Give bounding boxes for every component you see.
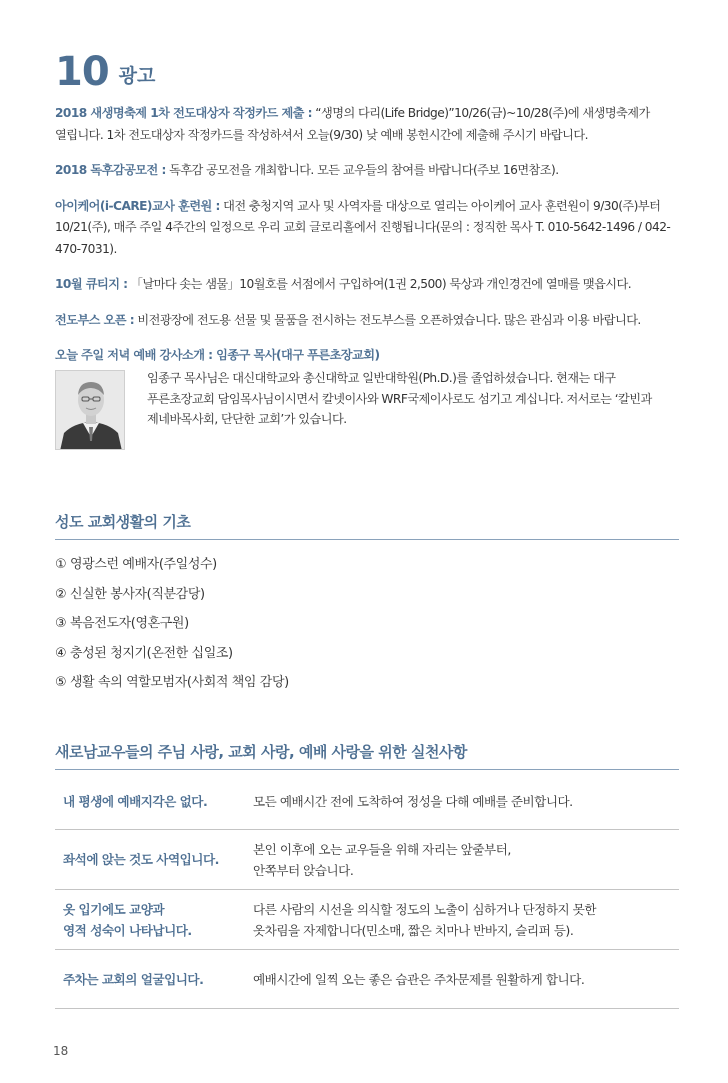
church-life-basics	[55, 511, 679, 698]
table-row	[55, 890, 679, 950]
notice-label: 2018 독후감공모전 :	[55, 163, 166, 177]
practice-title: 새로남교우들의 주님 사랑, 교회 사랑, 예배 사랑을 위한 실천사항	[55, 741, 679, 770]
table-row	[55, 774, 679, 830]
practice-description: 다른 사람의 시선을 의식할 정도의 노출이 심하거나 단정하지 못한 옷차림을 자제합니다(민소매, 짧은 치마나 반바지, 슬리퍼 등).	[253, 901, 596, 938]
practice-heading: 내 평생에 예배지각은 없다.	[63, 794, 208, 809]
speaker-block	[55, 368, 685, 450]
speaker-intro	[55, 345, 685, 450]
practice-heading: 옷 입기에도 교양과 영적 성숙이 나타납니다.	[63, 901, 192, 938]
practice-heading: 주차는 교회의 얼굴입니다.	[63, 971, 204, 987]
notice-label: 전도부스 오픈 :	[55, 312, 135, 327]
notice-list	[55, 103, 685, 450]
notice-text: 비전광장에 전도용 선물 및 물품을 전시하는 전도부스를 오픈하였습니다. 많은 관심과 이용 바랍니다.	[137, 312, 641, 327]
list-item: ⑤ 생활 속의 역할모범자(사회적 책임 감당)	[55, 675, 289, 690]
notice-label: 10월 큐티지 :	[55, 277, 128, 291]
practice-description: 본인 이후에 오는 교우들을 위해 자리는 앞줄부터, 안쪽부터 앉습니다.	[253, 841, 511, 878]
list-item: ③ 복음전도자(영혼구원)	[55, 616, 189, 631]
practice-heading: 좌석에 앉는 것도 사역입니다.	[63, 852, 219, 867]
notice-item	[55, 310, 685, 332]
list-item: ④ 충성된 청지기(온전한 십일조)	[55, 645, 233, 661]
page-number: 18	[53, 1044, 69, 1058]
table-row	[55, 830, 679, 890]
notice-text: 「날마다 솟는 샘물」10월호를 서점에서 구입하여(1권 2,500) 묵상과 개인경건에 열매를 맺읍시다.	[130, 277, 632, 291]
speaker-photo	[55, 370, 125, 450]
section-header	[55, 49, 156, 95]
notice-label: 아이케어(i-CARE)교사 훈련원 :	[55, 198, 220, 213]
section-number: 10	[55, 49, 109, 95]
notice-text: 독후감 공모전을 개최합니다. 모든 교우들의 참여를 바랍니다(주보 16면참조).	[169, 163, 559, 177]
notice-item	[55, 274, 685, 296]
speaker-bio: 임종구 목사님은 대신대학교와 총신대학교 일반대학원(Ph.D.)를 졸업하셨습니다. 현재는 대구 푸른초장교회 담임목사님이시면서 칼넷이사와 WRF국제이사로도 섬기고 계십니다. 저서로는 ‘칼빈과 제네바목사회, 단단한 교회’가 있습니다.	[147, 371, 652, 426]
notice-text: “생명의 다리(Life Bridge)”10/26(금)~10/28(주)에 새생명축제가 열립니다. 1차 전도대상자 작정카드를 작성하셔서 오늘(9/30) 낮 예배 봉헌시간에 제출해 주시기 바랍니다.	[55, 106, 650, 142]
notice-item	[55, 196, 685, 261]
notice-label: 2018 새생명축제 1차 전도대상자 작정카드 제출 :	[55, 106, 312, 120]
basics-list	[55, 550, 679, 698]
practice-description: 모든 예배시간 전에 도착하여 정성을 다해 예배를 준비합니다.	[253, 794, 573, 809]
table-row	[55, 950, 679, 1009]
list-item: ② 신실한 봉사자(직분감당)	[55, 586, 205, 602]
notice-item	[55, 103, 685, 146]
list-item: ① 영광스런 예배자(주일성수)	[55, 557, 217, 572]
speaker-title: 오늘 주일 저녁 예배 강사소개 : 임종구 목사(대구 푸른초장교회)	[55, 348, 380, 362]
practice-section	[55, 741, 679, 1009]
practice-description: 예배시간에 일찍 오는 좋은 습관은 주차문제를 원활하게 합니다.	[253, 971, 585, 987]
practice-table	[55, 774, 679, 1009]
notice-text: 대전 충청지역 교사 및 사역자를 대상으로 열리는 아이케어 교사 훈련원이 9/30(주)부터 10/21(주), 매주 주일 4주간의 일정으로 우리 교회 글로리홀에서 진행됩니다(문의 : 정직한 목사 T. 010-5642-1496 / 042-470-7031).	[55, 198, 671, 256]
section-title: 광고	[118, 65, 156, 87]
notice-item	[55, 160, 685, 182]
basics-title: 성도 교회생활의 기초	[55, 511, 679, 540]
